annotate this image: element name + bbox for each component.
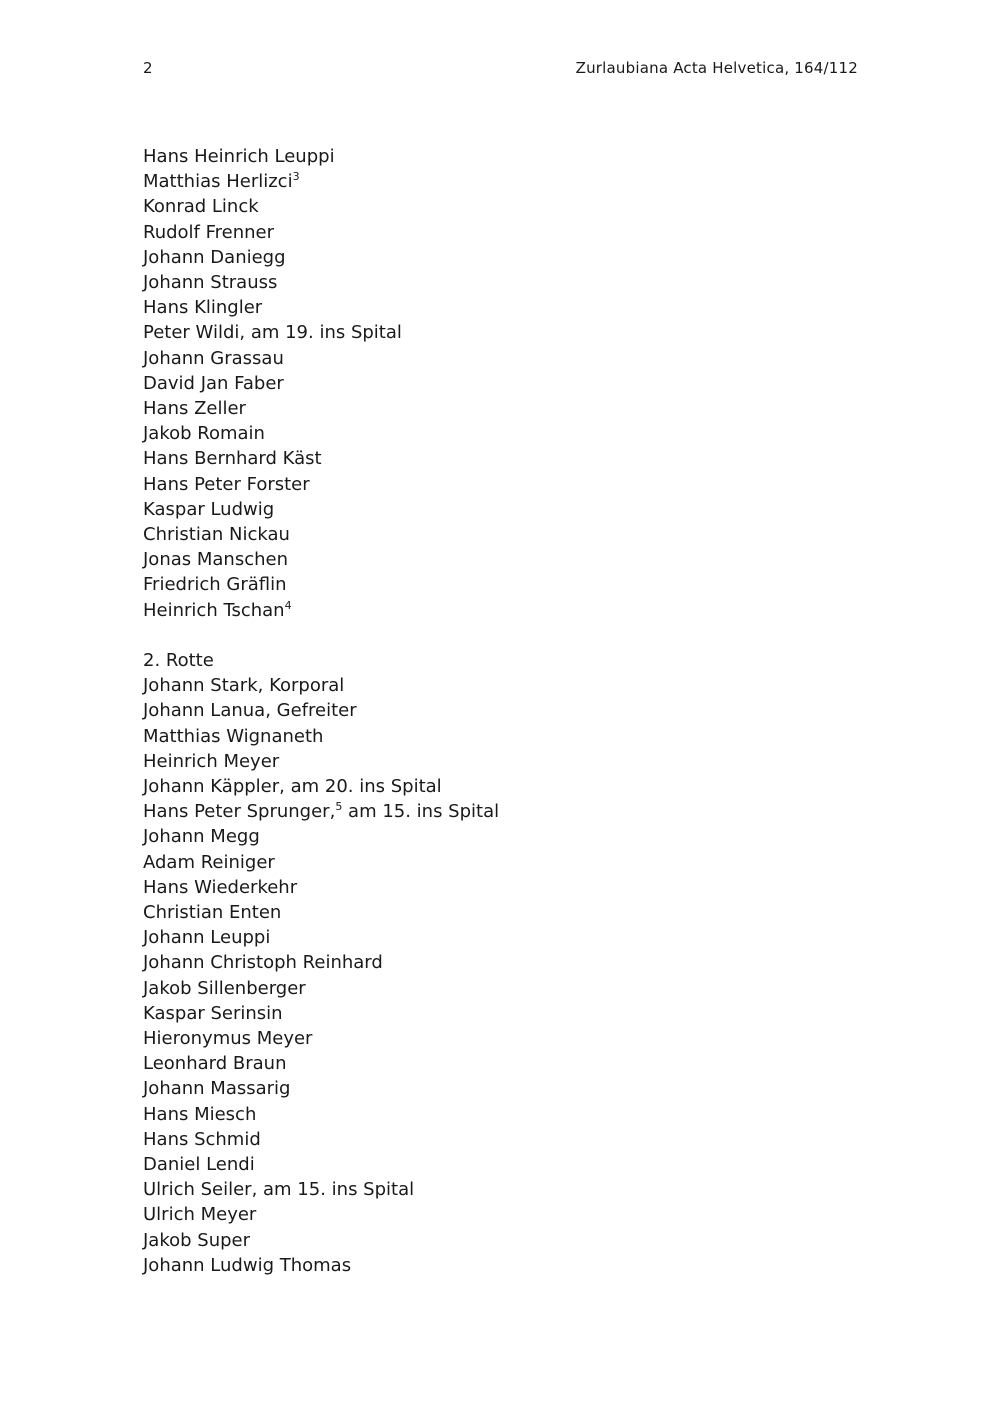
entry-text: Matthias Herlizci [143,171,293,193]
roster-list-group-1 [143,144,402,623]
entry-text: Peter Wildi, am 19. ins Spital [143,322,402,344]
entry-text: Johann Lanua, Gefreiter [143,700,357,722]
roster-entry [143,1202,499,1227]
roster-entry [143,900,499,925]
roster-entry [143,1253,499,1278]
roster-entry [143,976,499,1001]
entry-text: Ulrich Meyer [143,1204,257,1226]
entry-text: Jakob Super [143,1229,251,1251]
roster-entry [143,875,499,900]
entry-text: Johann Megg [143,826,260,848]
roster-entry [143,1001,499,1026]
roster-entry [143,547,402,572]
footnote-marker: 3 [292,170,300,184]
roster-entry [143,673,499,698]
roster-entry [143,169,402,194]
roster-entry [143,245,402,270]
entry-text: Johann Christoph Reinhard [143,952,383,974]
entry-text: Jakob Romain [143,423,265,445]
entry-note: am 15. ins Spital [342,801,500,823]
entry-text: Christian Enten [143,902,282,924]
roster-entry [143,698,499,723]
roster-entry [143,346,402,371]
entry-text: Konrad Linck [143,196,259,218]
entry-text: Hans Bernhard Käst [143,448,322,470]
entry-text: Ulrich Seiler, am 15. ins Spital [143,1179,415,1201]
roster-list-group-2 [143,648,499,1278]
roster-entry [143,194,402,219]
entry-text: Hieronymus Meyer [143,1028,313,1050]
entry-text: Rudolf Frenner [143,221,275,243]
entry-text: Hans Heinrich Leuppi [143,146,335,167]
entry-text: Kaspar Ludwig [143,498,275,520]
entry-text: Johann Strauss [143,272,278,294]
running-title: Zurlaubiana Acta Helvetica, 164/112 [575,59,858,77]
roster-entry [143,572,402,597]
roster-entry [143,724,499,749]
roster-entry [143,799,499,824]
entry-text: Hans Miesch [143,1103,257,1125]
entry-text: Friedrich Gräflin [143,574,287,596]
entry-text: Daniel Lendi [143,1154,255,1176]
roster-entry [143,598,402,623]
entry-text: Matthias Wignaneth [143,725,324,747]
roster-entry [143,925,499,950]
entry-text: Heinrich Meyer [143,750,280,772]
roster-entry [143,1152,499,1177]
page-number: 2 [143,59,153,77]
roster-entry [143,446,402,471]
entry-text: Hans Peter Sprunger, [143,801,336,823]
roster-entry [143,774,499,799]
roster-entry [143,295,402,320]
rotte-heading: 2. Rotte [143,650,214,671]
entry-text: Johann Daniegg [143,246,286,268]
entry-text: Hans Wiederkehr [143,876,298,898]
roster-entry [143,421,402,446]
footnote-marker: 5 [335,800,343,814]
entry-text: Johann Massarig [143,1078,291,1100]
footnote-marker: 4 [284,598,292,612]
entry-text: Johann Ludwig Thomas [143,1254,352,1276]
entry-text: Christian Nickau [143,524,290,546]
roster-entry [143,472,402,497]
roster-entry [143,270,402,295]
roster-entry [143,396,402,421]
roster-entry [143,824,499,849]
entry-text: Johann Käppler, am 20. ins Spital [143,776,442,798]
entry-text: Johann Grassau [143,347,284,369]
roster-entry [143,220,402,245]
roster-entry [143,1177,499,1202]
roster-entry [143,320,402,345]
roster-entry [143,850,499,875]
entry-text: Johann Leuppi [143,927,271,949]
roster-entry [143,1026,499,1051]
roster-entry [143,497,402,522]
roster-entry [143,950,499,975]
entry-text: Jonas Manschen [143,549,288,571]
entry-text: Hans Schmid [143,1128,261,1150]
entry-text: Hans Klingler [143,297,263,319]
page-header [143,57,858,79]
entry-text: Adam Reiniger [143,851,275,873]
entry-text: David Jan Faber [143,372,284,394]
roster-entry [143,1076,499,1101]
roster-entry [143,1051,499,1076]
entry-text: Heinrich Tschan [143,599,285,621]
roster-entry [143,1228,499,1253]
entry-text: Hans Zeller [143,398,246,420]
entry-text: Hans Peter Forster [143,473,310,495]
roster-entry [143,1127,499,1152]
roster-entry [143,371,402,396]
roster-entry [143,522,402,547]
entry-text: Johann Stark, Korporal [143,675,345,697]
entry-text: Leonhard Braun [143,1053,287,1075]
roster-entry [143,749,499,774]
roster-entry [143,1102,499,1127]
roster-entry [143,144,402,169]
entry-text: Kaspar Serinsin [143,1002,283,1024]
entry-text: Jakob Sillenberger [143,977,306,999]
